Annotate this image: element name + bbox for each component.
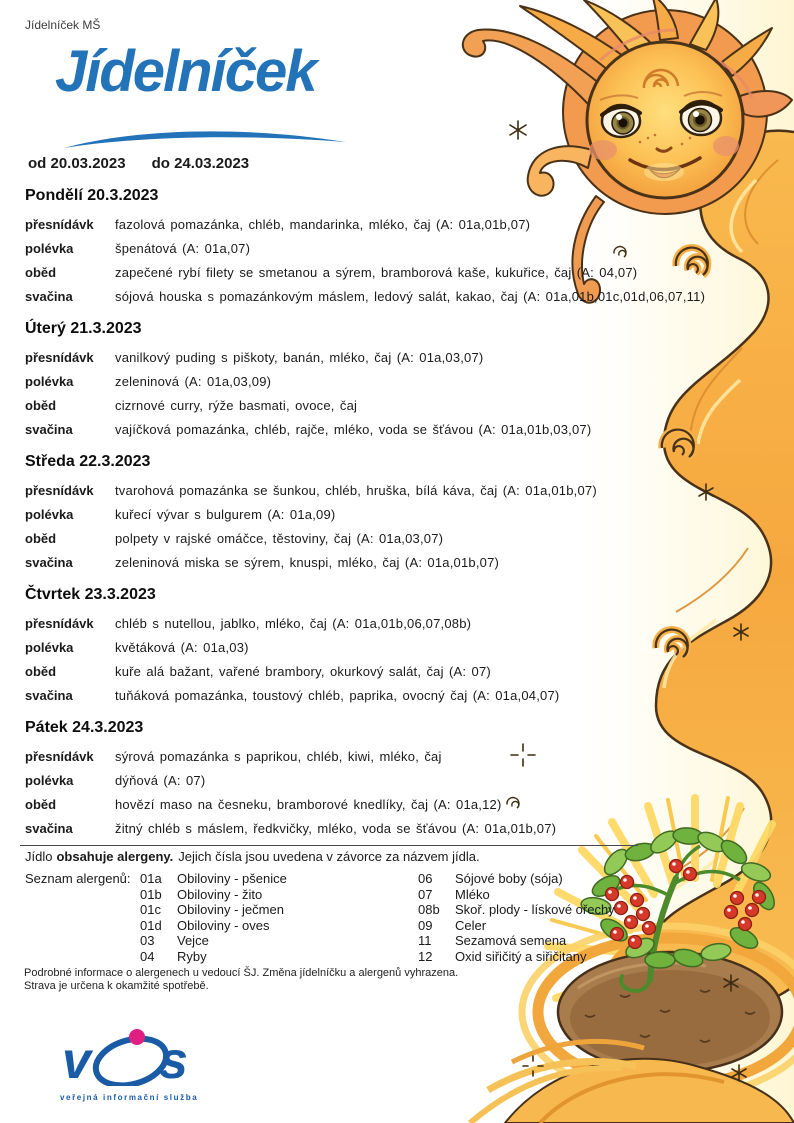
allergen-intro-prefix: Jídlo	[25, 849, 53, 864]
day-block-wednesday	[25, 452, 770, 575]
meal-label: polévka	[25, 507, 74, 522]
vis-letter-v: v	[62, 1032, 91, 1086]
allergen-row	[140, 871, 287, 887]
allergen-code: 01d	[140, 917, 162, 933]
allergen-name: Obiloviny - žito	[177, 886, 263, 902]
allergen-code: 01b	[140, 886, 162, 902]
allergen-code: 11	[418, 933, 432, 948]
meal-row	[25, 503, 770, 527]
meal-text: polpety v rajské omáčce, těstoviny, čaj (A: 01a,03,07)	[115, 531, 444, 546]
left-eye	[602, 105, 640, 137]
left-cheek	[589, 140, 617, 160]
vis-logo-graphic	[56, 1028, 206, 1086]
meal-text: zeleninová miska se sýrem, knuspi, mléko, čaj (A: 01a,01b,07)	[115, 555, 500, 570]
logo-swoosh-icon	[60, 124, 350, 155]
allergen-code: 08b	[418, 902, 440, 917]
meal-row	[25, 660, 770, 684]
meal-row	[25, 769, 770, 793]
allergen-name: Oxid siřičitý a siřičitany	[455, 948, 587, 964]
meal-text: tuňáková pomazánka, toustový chléb, paprika, ovocný čaj (A: 01a,04,07)	[115, 688, 560, 703]
day-title: Pondělí 20.3.2023	[25, 187, 159, 204]
meal-row	[25, 636, 770, 660]
footer-note-line2: Strava je určena k okamžité spotřebě.	[24, 980, 209, 992]
allergen-row	[140, 918, 287, 934]
right-cheek	[713, 136, 739, 156]
meal-row	[25, 479, 770, 503]
allergen-code: 01a	[140, 871, 162, 886]
date-from: od 20.03.2023	[28, 155, 126, 172]
weekly-menu	[25, 186, 770, 851]
allergen-row	[140, 933, 287, 949]
meal-row	[25, 745, 770, 769]
day-block-tuesday	[25, 319, 770, 442]
meal-row	[25, 237, 770, 261]
allergen-code: 03	[140, 933, 155, 948]
allergen-code: 06	[418, 871, 433, 886]
meal-row	[25, 394, 770, 418]
allergen-name: Vejce	[177, 933, 209, 948]
allergen-row	[140, 887, 287, 903]
document-type-label: Jídelníček MŠ	[25, 18, 101, 32]
meal-row	[25, 551, 770, 575]
allergen-intro-bold: obsahuje alergeny.	[56, 849, 174, 864]
meal-label: svačina	[25, 821, 73, 836]
allergen-name: Skoř. plody - lískové ořechy	[455, 902, 615, 917]
allergen-name: Sójové boby (sója)	[455, 871, 563, 886]
footer-note-line1: Podrobné informace o alergenech u vedoucí ŠJ. Změna jídelníčku a alergenů vyhrazena.	[24, 967, 459, 979]
allergen-code: 04	[140, 948, 155, 964]
allergen-name: Celer	[455, 917, 487, 933]
meal-text: kuřecí vývar s bulgurem (A: 01a,09)	[115, 507, 336, 522]
allergen-name: Obiloviny - oves	[177, 917, 270, 933]
allergen-row	[418, 949, 615, 965]
meal-label: oběd	[25, 664, 57, 679]
meal-label: oběd	[25, 265, 57, 280]
meal-label: svačina	[25, 289, 73, 304]
meal-text: cizrnové curry, rýže basmati, ovoce, čaj	[115, 398, 358, 413]
meal-row	[25, 418, 770, 442]
allergen-name: Obiloviny - pšenice	[177, 871, 287, 886]
meal-label: polévka	[25, 773, 74, 788]
meal-text: sýrová pomazánka s paprikou, chléb, kiwi, mléko, čaj	[115, 749, 442, 764]
meal-text: zeleninová (A: 01a,03,09)	[115, 374, 272, 389]
allergen-list-label: Seznam alergenů:	[25, 871, 131, 886]
allergen-column-2	[418, 871, 615, 964]
meal-text: dýňová (A: 07)	[115, 773, 206, 788]
meal-label: oběd	[25, 398, 57, 413]
meal-row	[25, 285, 770, 309]
date-to: do 24.03.2023	[151, 155, 250, 172]
allergen-row	[418, 871, 615, 887]
allergen-code: 12	[418, 948, 433, 964]
meal-row	[25, 817, 770, 841]
meal-label: přesnídávk	[25, 217, 94, 232]
date-range	[28, 155, 275, 172]
vis-letter-s: s	[159, 1032, 188, 1086]
allergen-row	[418, 887, 615, 903]
meal-text: vajíčková pomazánka, chléb, rajče, mléko, voda se šťávou (A: 01a,01b,03,07)	[115, 422, 592, 437]
allergen-intro	[25, 849, 480, 864]
day-block-friday	[25, 718, 770, 841]
day-title: Čtvrtek 23.3.2023	[25, 586, 156, 603]
meal-text: květáková (A: 01a,03)	[115, 640, 249, 655]
meal-row	[25, 213, 770, 237]
meal-label: oběd	[25, 797, 57, 812]
meal-label: svačina	[25, 688, 73, 703]
allergen-name: Ryby	[177, 948, 207, 964]
allergen-code: 09	[418, 917, 433, 933]
meal-row	[25, 370, 770, 394]
day-block-monday	[25, 186, 770, 309]
meal-text: tvarohová pomazánka se šunkou, chléb, hruška, bílá káva, čaj (A: 01a,01b,07)	[115, 483, 597, 498]
day-block-thursday	[25, 585, 770, 708]
meal-text: sójová houska s pomazánkovým máslem, ledový salát, kakao, čaj (A: 01a,01b,01c,01d,06,07,11)	[115, 289, 706, 304]
meal-row	[25, 261, 770, 285]
meal-label: přesnídávk	[25, 749, 94, 764]
footer-note	[24, 967, 458, 993]
day-title: Středa 22.3.2023	[25, 453, 151, 470]
meal-label: přesnídávk	[25, 350, 94, 365]
allergen-row	[140, 949, 287, 965]
meal-row	[25, 527, 770, 551]
meal-text: fazolová pomazánka, chléb, mandarinka, mléko, čaj (A: 01a,01b,07)	[115, 217, 531, 232]
meal-text: špenátová (A: 01a,07)	[115, 241, 251, 256]
allergen-name: Sezamová semena	[455, 933, 567, 948]
vis-logo	[56, 1028, 216, 1102]
meal-text: zapečené rybí filety se smetanou a sýrem, bramborová kaše, kukuřice, čaj (A: 04,07)	[115, 265, 638, 280]
allergen-row	[418, 918, 615, 934]
meal-label: přesnídávk	[25, 483, 94, 498]
meal-row	[25, 793, 770, 817]
meal-row	[25, 612, 770, 636]
vis-i-dot	[129, 1029, 145, 1045]
allergen-name: Mléko	[455, 886, 490, 902]
divider-line	[20, 845, 638, 846]
meal-row	[25, 346, 770, 370]
allergen-row	[418, 902, 615, 918]
sun-face	[587, 42, 743, 198]
meal-label: polévka	[25, 374, 74, 389]
vis-tagline: veřejná informační služba	[60, 1093, 199, 1102]
meal-label: přesnídávk	[25, 616, 94, 631]
meal-label: svačina	[25, 422, 73, 437]
day-title: Úterý 21.3.2023	[25, 320, 142, 337]
right-eye	[681, 101, 721, 135]
meal-text: hovězí maso na česneku, bramborové knedlíky, čaj (A: 01a,12)	[115, 797, 502, 812]
sparkle-star	[510, 121, 526, 139]
allergen-column-1	[140, 871, 287, 964]
allergen-name: Obiloviny - ječmen	[177, 902, 284, 917]
meal-label: polévka	[25, 241, 74, 256]
allergen-row	[418, 933, 615, 949]
meal-text: kuře alá bažant, vařené brambory, okurkový salát, čaj (A: 07)	[115, 664, 491, 679]
allergen-intro-suffix: Jejich čísla jsou uvedena v závorce za názvem jídla.	[178, 849, 480, 864]
meal-label: polévka	[25, 640, 74, 655]
meal-label: svačina	[25, 555, 73, 570]
day-title: Pátek 24.3.2023	[25, 719, 144, 736]
jidelnicek-logo: Jídelníček	[55, 39, 316, 104]
meal-text: chléb s nutellou, jablko, mléko, čaj (A: 01a,01b,06,07,08b)	[115, 616, 472, 631]
meal-text: vanilkový puding s piškoty, banán, mléko, čaj (A: 01a,03,07)	[115, 350, 484, 365]
allergen-row	[140, 902, 287, 918]
meal-row	[25, 684, 770, 708]
meal-text: žitný chléb s máslem, ředkvičky, mléko, voda se šťávou (A: 01a,01b,07)	[115, 821, 557, 836]
meal-label: oběd	[25, 531, 57, 546]
allergen-code: 07	[418, 886, 433, 902]
allergen-code: 01c	[140, 902, 161, 917]
